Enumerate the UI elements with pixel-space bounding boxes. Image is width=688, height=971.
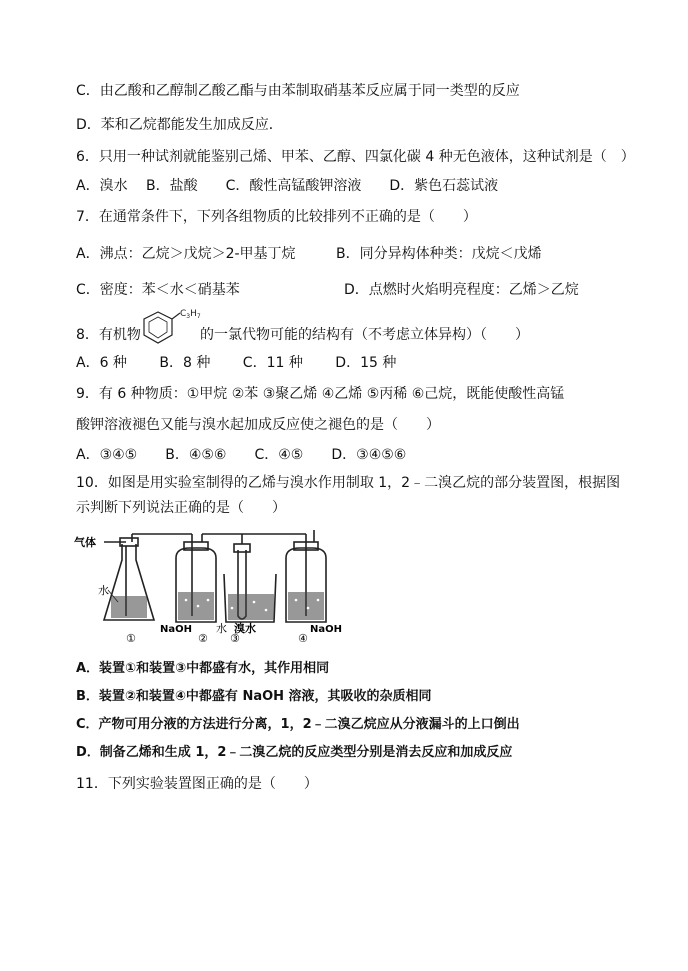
bromine-water-label: 溴水 bbox=[234, 622, 256, 635]
question-8-options: A．6 种 B．8 种 C．11 种 D．15 种 bbox=[76, 355, 397, 371]
substituent-label: $C_3H_7$ bbox=[180, 309, 201, 320]
substituent-bond bbox=[172, 313, 180, 319]
question-9-options: A．③④⑤ B．④⑤⑥ C．④⑤ D．③④⑤⑥ bbox=[76, 447, 407, 463]
question-8-stem: 的一氯代物可能的结构有（不考虑立体异构）（ ） bbox=[200, 327, 529, 343]
label-3: ③ bbox=[230, 632, 240, 642]
question-11: 11．下列实验装置图正确的是（ ） bbox=[76, 776, 318, 792]
question-7-option-d: D．点燃时火焰明亮程度：乙烯＞乙烷 bbox=[344, 282, 579, 298]
question-10-option-d: D．制备乙烯和生成 1，2﹣二溴乙烷的反应类型分别是消去反应和加成反应 bbox=[76, 745, 513, 760]
question-10-line-2: 示判断下列说法正确的是（ ） bbox=[76, 500, 286, 516]
question-6-options: A．溴水 B．盐酸 C．酸性高锰酸钾溶液 D．紫色石蕊试液 bbox=[76, 178, 499, 194]
naoh-label-4: NaOH bbox=[310, 624, 342, 635]
question-7-option-c: C．密度：苯＜水＜硝基苯 bbox=[76, 282, 240, 298]
question-6: 6．只用一种试剂就能鉴别己烯、甲苯、乙醇、四氯化碳 4 种无色液体，这种试剂是（ ） bbox=[76, 149, 635, 165]
water-label-3: 水 bbox=[216, 622, 227, 635]
question-7-option-b: B．同分异构体种类：戊烷＜戊烯 bbox=[336, 246, 542, 262]
benzene-inner-ring bbox=[149, 317, 167, 338]
question-8-prefix: 8．有机物 bbox=[76, 327, 141, 343]
question-10: 10．如图是用实验室制得的乙烯与溴水作用制取 1，2﹣二溴乙烷的部分装置图，根据图 bbox=[76, 475, 621, 491]
gas-label: 气体 bbox=[74, 536, 96, 549]
option-c-q5: C．由乙酸和乙醇制乙酸乙酯与由苯制取硝基苯反应属于同一类型的反应 bbox=[76, 83, 520, 99]
question-7: 7．在通常条件下，下列各组物质的比较排列不正确的是（ ） bbox=[76, 209, 477, 225]
apparatus-diagram bbox=[74, 530, 354, 642]
question-7-option-a: A．沸点：乙烷＞戊烷＞2-甲基丁烷 bbox=[76, 246, 296, 262]
propylbenzene-structure bbox=[136, 306, 206, 348]
question-9-line-2: 酸钾溶液褪色又能与溴水起加成反应使之褪色的是（ ） bbox=[76, 417, 440, 433]
label-4: ④ bbox=[298, 632, 308, 642]
naoh-label-2: NaOH bbox=[160, 624, 192, 635]
option-d-q5: D．苯和乙烷都能发生加成反应． bbox=[76, 117, 283, 133]
question-10-option-b: B．装置②和装置④中都盛有 NaOH 溶液，其吸收的杂质相同 bbox=[76, 689, 432, 704]
question-10-option-c: C．产物可用分液的方法进行分离，1，2﹣二溴乙烷应从分液漏斗的上口倒出 bbox=[76, 717, 520, 732]
water-label-1: 水 bbox=[98, 584, 109, 597]
question-10-option-a: A．装置①和装置③中都盛有水，其作用相同 bbox=[76, 661, 330, 676]
label-2: ② bbox=[198, 632, 208, 642]
question-9: 9．有 6 种物质：①甲烷 ②苯 ③聚乙烯 ④乙烯 ⑤丙稀 ⑥己烷，既能使酸性高锰 bbox=[76, 386, 565, 402]
label-1: ① bbox=[126, 632, 136, 642]
